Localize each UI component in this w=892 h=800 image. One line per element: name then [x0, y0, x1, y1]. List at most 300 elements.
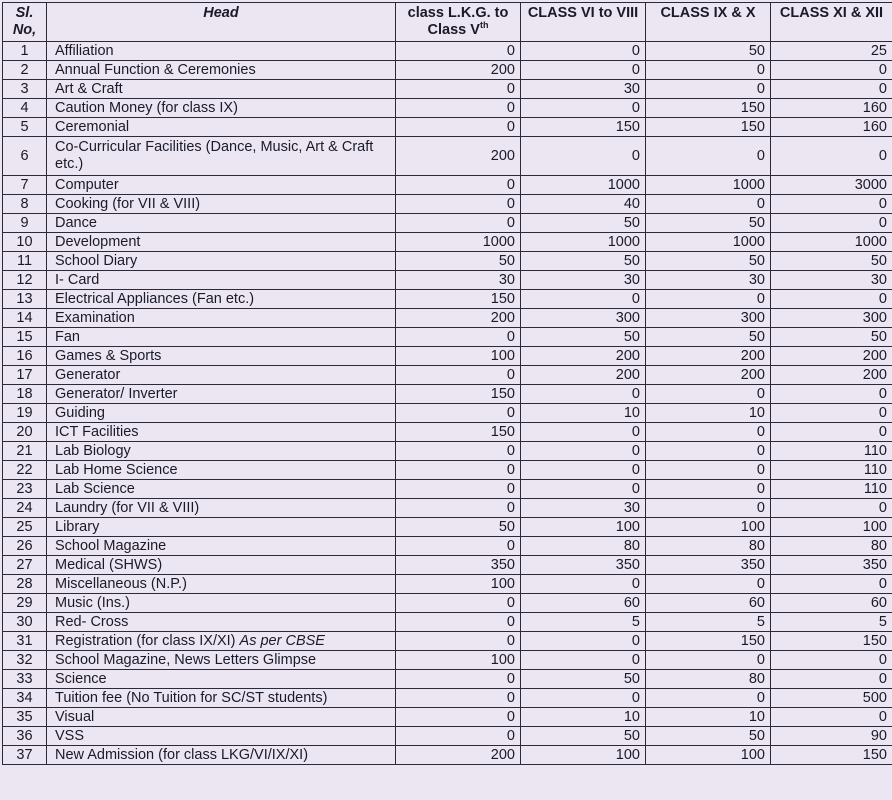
head-text: ICT Facilities [55, 423, 139, 440]
fee-value-cell: 200 [396, 746, 521, 765]
fee-value-cell: 0 [396, 195, 521, 214]
head-cell [47, 309, 396, 328]
head-cell [47, 575, 396, 594]
table-row [3, 670, 892, 689]
fee-value-cell: 0 [396, 537, 521, 556]
fee-value-cell: 60 [771, 594, 892, 613]
fee-value-cell: 150 [646, 99, 771, 118]
fee-value-cell: 0 [646, 80, 771, 99]
table-row [3, 423, 892, 442]
fee-value-cell: 50 [396, 252, 521, 271]
fee-value-cell: 0 [771, 708, 892, 727]
table-row [3, 746, 892, 765]
fee-value-cell: 30 [521, 499, 646, 518]
fee-value-cell: 0 [646, 195, 771, 214]
head-text: Examination [55, 309, 135, 326]
fee-value-cell: 0 [646, 651, 771, 670]
sl-no-cell: 23 [3, 480, 47, 499]
fee-value-cell: 10 [646, 708, 771, 727]
table-row [3, 727, 892, 746]
table-row [3, 214, 892, 233]
sl-no-cell: 30 [3, 613, 47, 632]
fee-value-cell: 110 [771, 442, 892, 461]
head-cell [47, 442, 396, 461]
table-row [3, 118, 892, 137]
fee-value-cell: 1000 [646, 233, 771, 252]
head-text: School Magazine [55, 537, 167, 554]
head-cell [47, 518, 396, 537]
fee-value-cell: 0 [646, 499, 771, 518]
table-row [3, 99, 892, 118]
fee-value-cell: 0 [396, 442, 521, 461]
table-row [3, 347, 892, 366]
sl-no-cell: 5 [3, 118, 47, 137]
fee-value-cell: 50 [646, 328, 771, 347]
fee-value-cell: 0 [396, 727, 521, 746]
fee-value-cell: 200 [646, 347, 771, 366]
head-text: Development [55, 233, 141, 250]
fee-value-cell: 100 [521, 746, 646, 765]
fee-value-cell: 30 [521, 80, 646, 99]
sl-no-cell: 7 [3, 176, 47, 195]
fee-value-cell: 200 [396, 309, 521, 328]
fee-value-cell: 80 [521, 537, 646, 556]
sl-no-cell: 29 [3, 594, 47, 613]
table-row [3, 385, 892, 404]
fee-value-cell: 150 [396, 385, 521, 404]
fee-table-body [3, 42, 892, 765]
fee-value-cell: 0 [396, 613, 521, 632]
fee-value-cell: 30 [396, 271, 521, 290]
head-text: Dance [55, 214, 97, 231]
fee-value-cell: 5 [771, 613, 892, 632]
fee-value-cell: 0 [521, 689, 646, 708]
head-text: Caution Money (for class IX) [55, 99, 238, 116]
fee-value-cell: 0 [396, 708, 521, 727]
table-row [3, 271, 892, 290]
table-row [3, 366, 892, 385]
head-text: Affiliation [55, 42, 114, 59]
table-row [3, 42, 892, 61]
head-text: Miscellaneous (N.P.) [55, 575, 187, 592]
head-text: Fan [55, 328, 80, 345]
head-text: Music (Ins.) [55, 594, 130, 611]
fee-value-cell: 0 [646, 461, 771, 480]
fee-value-cell: 150 [771, 632, 892, 651]
fee-value-cell: 25 [771, 42, 892, 61]
table-row [3, 404, 892, 423]
fee-value-cell: 200 [771, 366, 892, 385]
fee-value-cell: 50 [771, 252, 892, 271]
sl-no-cell: 15 [3, 328, 47, 347]
fee-value-cell: 0 [521, 461, 646, 480]
class-ix-x-header: CLASS IX & X [646, 3, 771, 42]
fee-value-cell: 0 [771, 575, 892, 594]
head-text: VSS [55, 727, 85, 744]
table-row [3, 195, 892, 214]
table-row [3, 176, 892, 195]
fee-value-cell: 150 [646, 118, 771, 137]
head-text: Generator/ Inverter [55, 385, 178, 402]
sl-no-cell: 27 [3, 556, 47, 575]
table-row [3, 480, 892, 499]
fee-value-cell: 3000 [771, 176, 892, 195]
fee-value-cell: 350 [521, 556, 646, 575]
table-row [3, 537, 892, 556]
fee-value-cell: 150 [396, 423, 521, 442]
fee-value-cell: 150 [646, 632, 771, 651]
sl-no-cell: 19 [3, 404, 47, 423]
fee-value-cell: 200 [646, 366, 771, 385]
head-header: Head [47, 3, 396, 42]
fee-value-cell: 30 [646, 271, 771, 290]
fee-value-cell: 50 [771, 328, 892, 347]
head-text: School Diary [55, 252, 138, 269]
fee-value-cell: 200 [521, 347, 646, 366]
table-row [3, 80, 892, 99]
class-xi-xii-header: CLASS XI & XII [771, 3, 892, 42]
table-row [3, 689, 892, 708]
fee-value-cell: 50 [521, 670, 646, 689]
fee-value-cell: 0 [646, 61, 771, 80]
fee-value-cell: 300 [521, 309, 646, 328]
sl-no-cell: 22 [3, 461, 47, 480]
head-cell [47, 594, 396, 613]
head-text: Cooking (for VII & VIII) [55, 195, 201, 212]
class-lkg-v-sup: th [479, 20, 489, 31]
head-text: Medical (SHWS) [55, 556, 163, 573]
sl-no-cell: 6 [3, 137, 47, 176]
fee-value-cell: 500 [771, 689, 892, 708]
header-row [3, 3, 892, 42]
sl-no-cell: 36 [3, 727, 47, 746]
sl-no-cell: 24 [3, 499, 47, 518]
fee-value-cell: 80 [646, 670, 771, 689]
head-text: New Admission (for class LKG/VI/IX/XI) [55, 746, 309, 763]
fee-value-cell: 0 [396, 328, 521, 347]
fee-value-cell: 50 [646, 727, 771, 746]
fee-value-cell: 100 [396, 651, 521, 670]
fee-value-cell: 0 [396, 404, 521, 423]
fee-value-cell: 0 [771, 423, 892, 442]
fee-value-cell: 0 [771, 61, 892, 80]
fee-value-cell: 350 [646, 556, 771, 575]
fee-value-cell: 0 [521, 651, 646, 670]
fee-value-cell: 80 [771, 537, 892, 556]
head-text: Lab Home Science [55, 461, 178, 478]
head-cell [47, 118, 396, 137]
sl-no-cell: 9 [3, 214, 47, 233]
head-cell [47, 347, 396, 366]
sl-no-cell: 18 [3, 385, 47, 404]
sl-no-cell: 33 [3, 670, 47, 689]
head-cell [47, 99, 396, 118]
fee-value-cell: 60 [521, 594, 646, 613]
table-row [3, 252, 892, 271]
table-row [3, 632, 892, 651]
table-row [3, 651, 892, 670]
fee-value-cell: 0 [771, 385, 892, 404]
fee-value-cell: 40 [521, 195, 646, 214]
head-cell [47, 480, 396, 499]
head-cell [47, 727, 396, 746]
head-cell [47, 328, 396, 347]
fee-value-cell: 0 [521, 42, 646, 61]
fee-value-cell: 0 [646, 689, 771, 708]
fee-value-cell: 0 [646, 442, 771, 461]
fee-value-cell: 160 [771, 99, 892, 118]
fee-value-cell: 0 [396, 99, 521, 118]
head-cell [47, 499, 396, 518]
sl-no-cell: 10 [3, 233, 47, 252]
fee-value-cell: 0 [646, 385, 771, 404]
sl-no-cell: 3 [3, 80, 47, 99]
sl-no-cell: 13 [3, 290, 47, 309]
sl-no-cell: 34 [3, 689, 47, 708]
fee-value-cell: 100 [396, 347, 521, 366]
head-cell [47, 271, 396, 290]
sl-no-cell: 17 [3, 366, 47, 385]
fee-value-cell: 150 [521, 118, 646, 137]
table-row [3, 708, 892, 727]
table-row [3, 613, 892, 632]
fee-value-cell: 300 [771, 309, 892, 328]
fee-value-cell: 80 [646, 537, 771, 556]
fee-value-cell: 50 [521, 328, 646, 347]
fee-value-cell: 0 [396, 499, 521, 518]
fee-value-cell: 10 [521, 708, 646, 727]
head-text: Computer [55, 176, 119, 193]
fee-value-cell: 0 [521, 480, 646, 499]
table-row [3, 137, 892, 176]
fee-value-cell: 50 [396, 518, 521, 537]
fee-value-cell: 10 [521, 404, 646, 423]
fee-value-cell: 0 [521, 632, 646, 651]
head-cell [47, 613, 396, 632]
fee-value-cell: 350 [771, 556, 892, 575]
fee-value-cell: 0 [396, 80, 521, 99]
fee-value-cell: 0 [396, 689, 521, 708]
table-row [3, 233, 892, 252]
fee-value-cell: 0 [521, 137, 646, 176]
class-vi-viii-header: CLASS VI to VIII [521, 3, 646, 42]
head-cell [47, 556, 396, 575]
head-cell [47, 404, 396, 423]
head-cell [47, 537, 396, 556]
fee-value-cell: 350 [396, 556, 521, 575]
fee-value-cell: 200 [771, 347, 892, 366]
table-row [3, 61, 892, 80]
sl-no-cell: 1 [3, 42, 47, 61]
fee-value-cell: 0 [771, 214, 892, 233]
sl-no-cell: 20 [3, 423, 47, 442]
head-text: Electrical Appliances (Fan etc.) [55, 290, 255, 307]
fee-value-cell: 0 [521, 385, 646, 404]
fee-value-cell: 0 [771, 290, 892, 309]
fee-value-cell: 0 [396, 461, 521, 480]
sl-no-cell: 12 [3, 271, 47, 290]
fee-value-cell: 1000 [521, 176, 646, 195]
sl-no-cell: 2 [3, 61, 47, 80]
sl-no-cell: 4 [3, 99, 47, 118]
head-cell [47, 61, 396, 80]
fee-value-cell: 150 [771, 746, 892, 765]
fee-value-cell: 50 [521, 252, 646, 271]
head-cell [47, 746, 396, 765]
fee-value-cell: 50 [521, 727, 646, 746]
fee-value-cell: 30 [521, 271, 646, 290]
fee-value-cell: 0 [521, 575, 646, 594]
head-cell [47, 233, 396, 252]
head-cell [47, 632, 396, 651]
fee-value-cell: 160 [771, 118, 892, 137]
fee-value-cell: 0 [521, 442, 646, 461]
fee-value-cell: 0 [396, 42, 521, 61]
sl-no-cell: 26 [3, 537, 47, 556]
fee-value-cell: 110 [771, 480, 892, 499]
fee-value-cell: 150 [396, 290, 521, 309]
fee-value-cell: 300 [646, 309, 771, 328]
fee-value-cell: 0 [771, 499, 892, 518]
table-row [3, 556, 892, 575]
head-text: Science [55, 670, 107, 687]
head-cell [47, 176, 396, 195]
head-text: Visual [55, 708, 95, 725]
fee-value-cell: 5 [646, 613, 771, 632]
fee-value-cell: 0 [396, 594, 521, 613]
head-cell [47, 252, 396, 271]
sl-no-cell: 11 [3, 252, 47, 271]
fee-value-cell: 0 [771, 137, 892, 176]
table-row [3, 442, 892, 461]
head-text: Ceremonial [55, 118, 130, 135]
head-text: Generator [55, 366, 121, 383]
head-text: Tuition fee (No Tuition for SC/ST students) [55, 689, 328, 706]
fee-value-cell: 1000 [771, 233, 892, 252]
fee-value-cell: 0 [771, 404, 892, 423]
class-lkg-v-header [396, 3, 521, 42]
fee-value-cell: 1000 [521, 233, 646, 252]
fee-value-cell: 0 [396, 214, 521, 233]
sl-no-cell: 28 [3, 575, 47, 594]
fee-table [2, 2, 892, 765]
head-cell [47, 195, 396, 214]
head-text: Guiding [55, 404, 105, 421]
fee-value-cell: 90 [771, 727, 892, 746]
head-text: Lab Biology [55, 442, 131, 459]
fee-value-cell: 110 [771, 461, 892, 480]
fee-value-cell: 0 [396, 118, 521, 137]
head-cell [47, 137, 396, 176]
head-text: Red- Cross [55, 613, 129, 630]
head-cell [47, 670, 396, 689]
fee-value-cell: 60 [646, 594, 771, 613]
fee-value-cell: 0 [521, 290, 646, 309]
head-text: Co-Curricular Facilities (Dance, Music, Art & Craft etc.) [55, 139, 374, 172]
fee-value-cell: 0 [646, 480, 771, 499]
sl-no-cell: 32 [3, 651, 47, 670]
table-row [3, 518, 892, 537]
table-row [3, 461, 892, 480]
sl-no-header: Sl. No, [3, 3, 47, 42]
fee-value-cell: 0 [396, 632, 521, 651]
head-cell [47, 651, 396, 670]
fee-value-cell: 0 [396, 366, 521, 385]
fee-value-cell: 0 [646, 290, 771, 309]
sl-no-cell: 14 [3, 309, 47, 328]
fee-value-cell: 100 [771, 518, 892, 537]
table-row [3, 290, 892, 309]
fee-value-cell: 0 [771, 195, 892, 214]
head-text: Laundry (for VII & VIII) [55, 499, 200, 516]
fee-value-cell: 50 [646, 252, 771, 271]
head-note: As per CBSE [239, 632, 325, 649]
head-cell [47, 366, 396, 385]
head-text: I- Card [55, 271, 100, 288]
fee-value-cell: 50 [646, 42, 771, 61]
head-cell [47, 423, 396, 442]
fee-value-cell: 0 [771, 651, 892, 670]
fee-value-cell: 0 [521, 423, 646, 442]
head-text: Lab Science [55, 480, 135, 497]
sl-no-cell: 16 [3, 347, 47, 366]
fee-value-cell: 0 [771, 80, 892, 99]
sl-no-cell: 8 [3, 195, 47, 214]
table-row [3, 499, 892, 518]
fee-value-cell: 0 [646, 137, 771, 176]
fee-value-cell: 0 [646, 575, 771, 594]
table-row [3, 575, 892, 594]
fee-value-cell: 200 [521, 366, 646, 385]
class-lkg-v-label: class L.K.G. to Class V [407, 5, 509, 38]
sl-no-cell: 21 [3, 442, 47, 461]
fee-value-cell: 1000 [396, 233, 521, 252]
head-cell [47, 80, 396, 99]
fee-value-cell: 100 [646, 518, 771, 537]
fee-value-cell: 0 [521, 99, 646, 118]
fee-value-cell: 1000 [646, 176, 771, 195]
sl-no-cell: 35 [3, 708, 47, 727]
fee-value-cell: 200 [396, 61, 521, 80]
table-row [3, 594, 892, 613]
head-text: School Magazine, News Letters Glimpse [55, 651, 317, 668]
head-text: Games & Sports [55, 347, 162, 364]
fee-value-cell: 200 [396, 137, 521, 176]
fee-value-cell: 10 [646, 404, 771, 423]
fee-value-cell: 0 [521, 61, 646, 80]
head-cell [47, 689, 396, 708]
fee-value-cell: 0 [396, 670, 521, 689]
table-row [3, 328, 892, 347]
head-cell [47, 290, 396, 309]
head-text: Annual Function & Ceremonies [55, 61, 256, 78]
sl-no-cell: 37 [3, 746, 47, 765]
head-text: Registration (for class IX/XI) [55, 632, 236, 649]
fee-value-cell: 0 [396, 480, 521, 499]
table-row [3, 309, 892, 328]
fee-value-cell: 100 [646, 746, 771, 765]
fee-value-cell: 30 [771, 271, 892, 290]
head-text: Art & Craft [55, 80, 123, 97]
head-cell [47, 708, 396, 727]
head-cell [47, 385, 396, 404]
fee-value-cell: 50 [521, 214, 646, 233]
fee-value-cell: 100 [396, 575, 521, 594]
sl-no-cell: 25 [3, 518, 47, 537]
head-cell [47, 214, 396, 233]
sl-no-cell: 31 [3, 632, 47, 651]
head-cell [47, 42, 396, 61]
